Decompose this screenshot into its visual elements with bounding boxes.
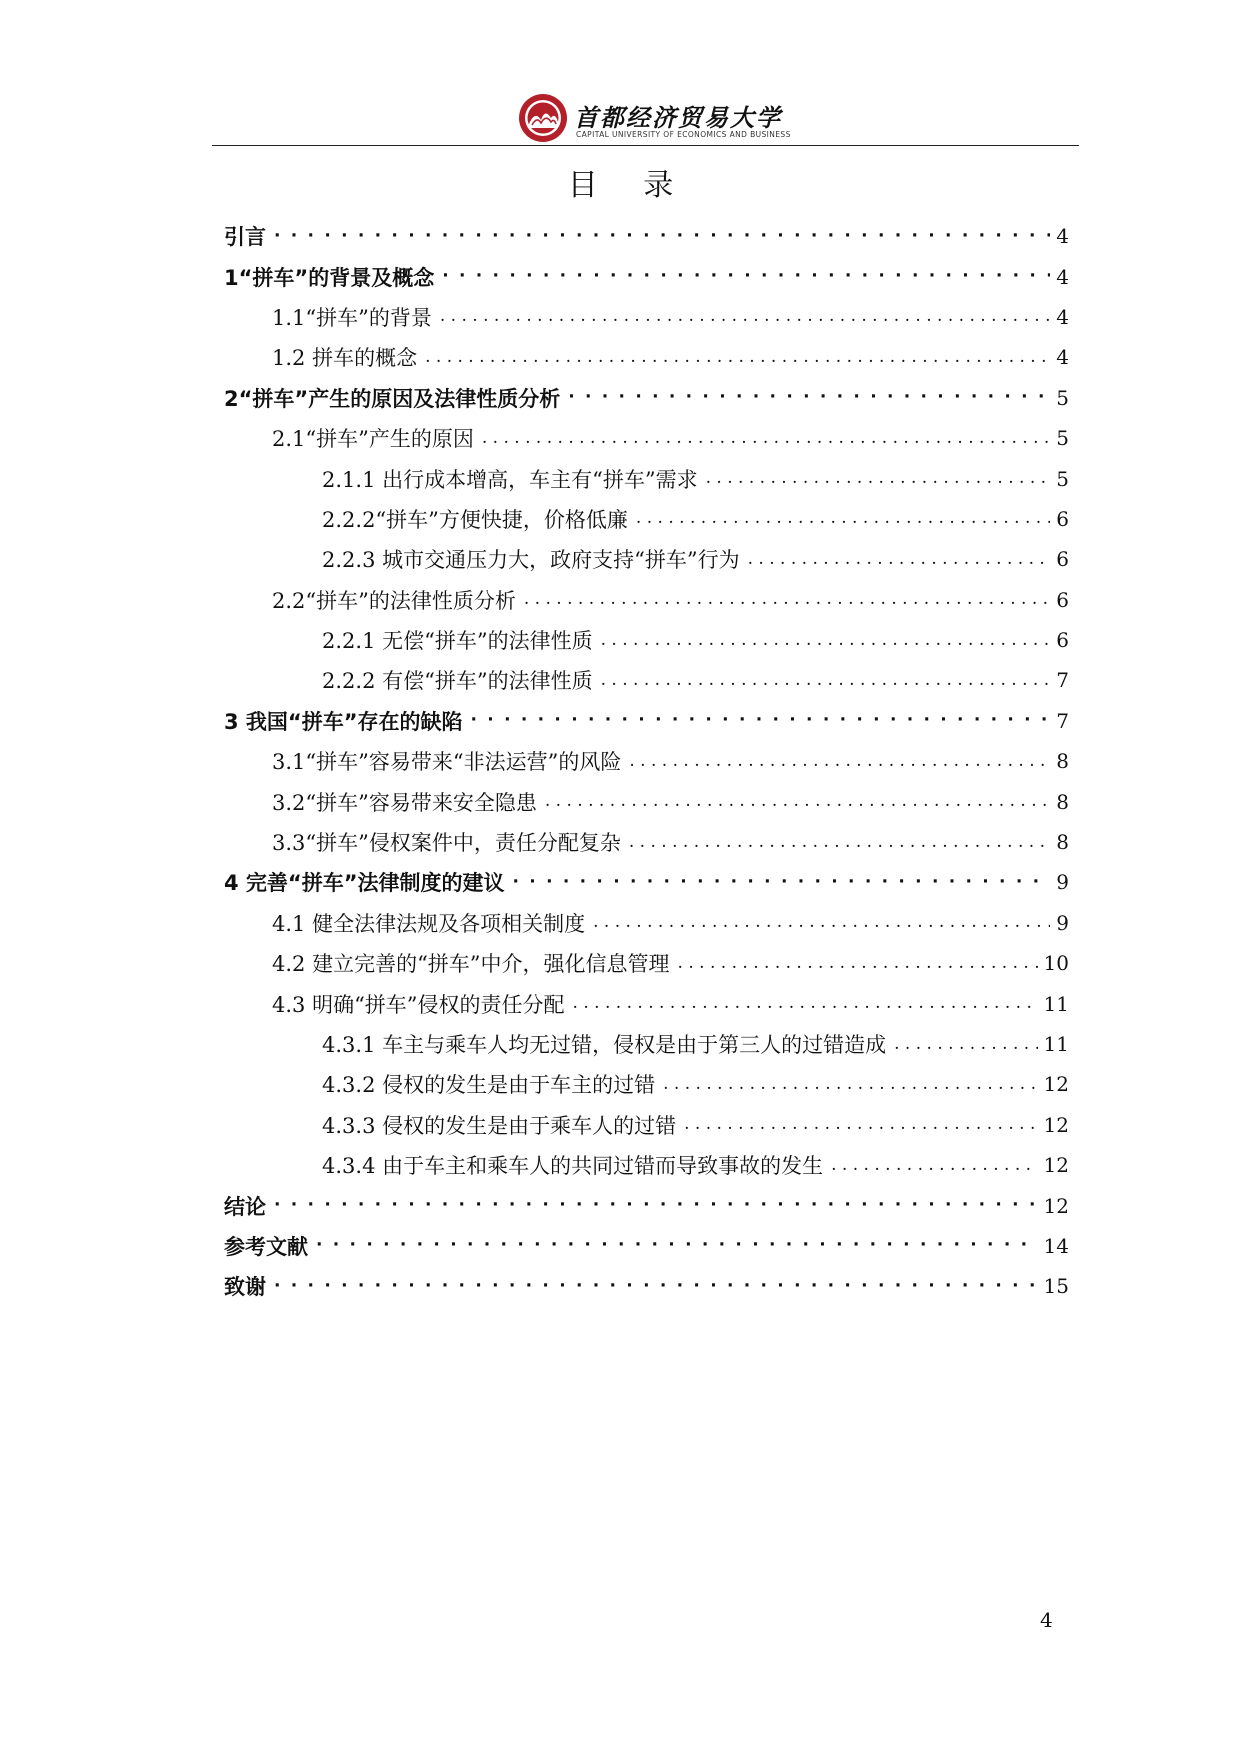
toc-entry[interactable]: 4.3.4 由于车主和乘车人的共同过错而导致事故的发生 . . . 12 (224, 1145, 1069, 1185)
toc-entry[interactable]: 1“拼车”的背景及概念 · · · 4 (224, 256, 1069, 296)
toc-entry[interactable]: 结论 · · · 12 (224, 1185, 1069, 1225)
toc-entry[interactable]: 4.2 建立完善的“拼车”中介，强化信息管理 . . . 10 (224, 943, 1069, 983)
toc-entry[interactable]: 4 完善“拼车”法律制度的建议 · · · 9 (224, 862, 1069, 902)
toc-entry[interactable]: 4.3.2 侵权的发生是由于车主的过错 . . . 12 (224, 1064, 1069, 1104)
toc-entry[interactable]: 3.3“拼车”侵权案件中，责任分配复杂 . . . 8 (224, 822, 1069, 862)
toc-entry[interactable]: 2.2.3 城市交通压力大，政府支持“拼车”行为 . . . 6 (224, 539, 1069, 579)
toc-entry[interactable]: 3.2“拼车”容易带来安全隐患 . . . 8 (224, 781, 1069, 821)
header-divider (212, 145, 1079, 146)
school-name: 首都经济贸易大学 (574, 103, 782, 132)
toc-entry[interactable]: 2.2.2“拼车”方便快捷，价格低廉 . . . 6 (224, 499, 1069, 539)
school-name-en: CAPITAL UNIVERSITY OF ECONOMICS AND BUSINESS (576, 130, 791, 139)
toc-entry[interactable]: 4.1 健全法律法规及各项相关制度 . . . 9 (224, 903, 1069, 943)
toc-entry[interactable]: 引言 · · · 4 (224, 216, 1069, 256)
toc-entry[interactable]: 2.2.2 有偿“拼车”的法律性质 . . . 7 (224, 660, 1069, 700)
toc-entry[interactable]: 3 我国“拼车”存在的缺陷 · · · 7 (224, 701, 1069, 741)
page-header (212, 92, 1079, 144)
page-number: 4 (1040, 1608, 1053, 1632)
toc-entry[interactable]: 致谢 · · · 15 (224, 1266, 1069, 1306)
toc-entry[interactable]: 4.3.3 侵权的发生是由于乘车人的过错 . . . 12 (224, 1105, 1069, 1145)
toc-entry[interactable]: 2.1.1 出行成本增高，车主有“拼车”需求 . . . 5 (224, 458, 1069, 498)
toc-entry[interactable]: 2.2“拼车”的法律性质分析 . . . 6 (224, 580, 1069, 620)
toc-entry[interactable]: 2“拼车”产生的原因及法律性质分析 · · · 5 (224, 378, 1069, 418)
toc-entry[interactable]: 4.3 明确“拼车”侵权的责任分配 . . . 11 (224, 983, 1069, 1023)
toc-entry[interactable]: 2.1“拼车”产生的原因 . . . 5 (224, 418, 1069, 458)
toc-entry[interactable]: 2.2.1 无偿“拼车”的法律性质 . . . 6 (224, 620, 1069, 660)
toc-title: 目 录 (567, 168, 692, 203)
toc-entry[interactable]: 4.3.1 车主与乘车人均无过错，侵权是由于第三人的过错造成 . . . 11 (224, 1024, 1069, 1064)
toc-entry[interactable]: 3.1“拼车”容易带来“非法运营”的风险 . . . 8 (224, 741, 1069, 781)
toc-entry[interactable]: 1.2 拼车的概念 . . . 4 (224, 337, 1069, 377)
table-of-contents (224, 216, 1069, 1307)
toc-entry[interactable]: 1.1“拼车”的背景 . . . 4 (224, 297, 1069, 337)
university-seal-icon (517, 92, 569, 144)
toc-entry[interactable]: 参考文献 · · · 14 (224, 1226, 1069, 1266)
